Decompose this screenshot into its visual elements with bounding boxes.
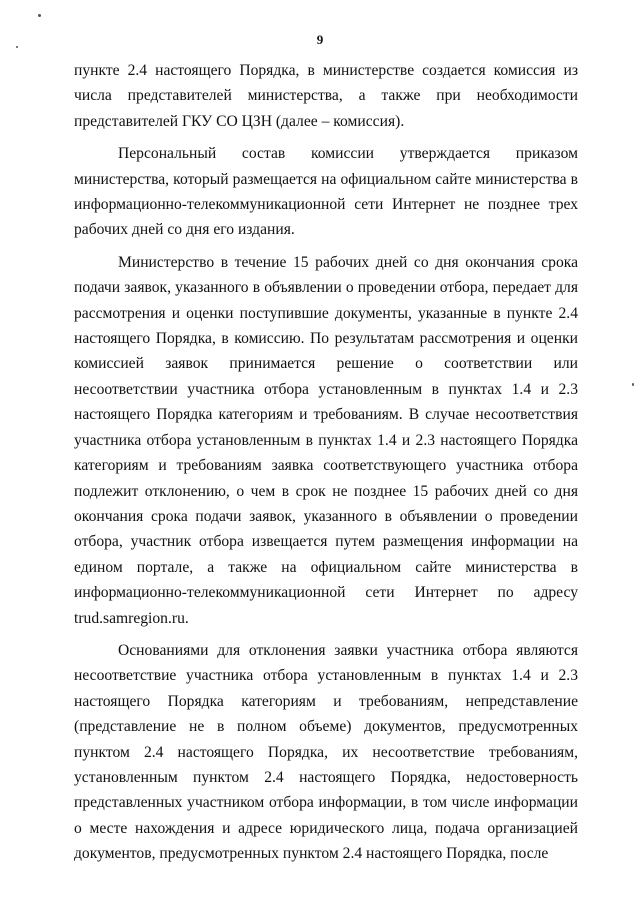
scan-speck (38, 14, 41, 17)
paragraph-rejection-grounds: Основаниями для отклонения заявки участника отбора являются несоответствие участника отбора установленным в пунктах 1.4 и 2.3 настоящего Порядка категориям и требованиям, непредставление (представление не в полном объеме) документов, предусмотренных пунктом 2.4 настоящего Порядка, их несоответствие требованиям, установленным пунктом 2.4 настоящего Порядка, недостоверность представленных участником отбора информации, в том числе информации о месте нахождения и адресе юридического лица, подача организацией документов, предусмотренных пунктом 2.4 настоящего Порядка, после (74, 641, 578, 863)
paragraph-application-review: Министерство в течение 15 рабочих дней со дня окончания срока подачи заявок, указанного в объявлении о проведении отбора, передает для рассмотрения и оценки поступившие документы, указанные в пункте 2.4 настоящего Порядка, в комиссию. По результатам рассмотрения и оценки комиссией заявок принимается решение о соответствии или несоответствии участника отбора установленным в пунктах 1.4 и 2.3 настоящего Порядка категориям и требованиям. В случае несоответствия участника отбора установленным в пунктах 1.4 и 2.3 настоящего Порядка категориям и требованиям заявка соответствующего участника отбора подлежит отклонению, о чем в срок не позднее 15 рабочих дней со дня окончания срока подачи заявок, указанного в объявлении о проведении отбора, участник отбора извещается путем размещения информации на едином портале, а также на официальном сайте министерства в информационно-телекоммуникационной сети Интернет по адресу trud.samregion.ru. (74, 253, 578, 627)
scan-speck (632, 383, 634, 386)
paragraph-commission-composition: Персональный состав комиссии утверждается приказом министерства, который размещается на официальном сайте министерства в информационно-телекоммуникационной сети Интернет не позднее трех рабочих дней со дня его издания. (74, 145, 578, 239)
page-number: 9 (316, 32, 324, 47)
paragraph-commission-creation: пункте 2.4 настоящего Порядка, в министерстве создается комиссия из числа представителей министерства, а также при необходимости представителей ГКУ СО ЦЗН (далее – комиссия). (74, 62, 578, 130)
document-body (74, 58, 578, 867)
scan-speck (16, 46, 18, 48)
